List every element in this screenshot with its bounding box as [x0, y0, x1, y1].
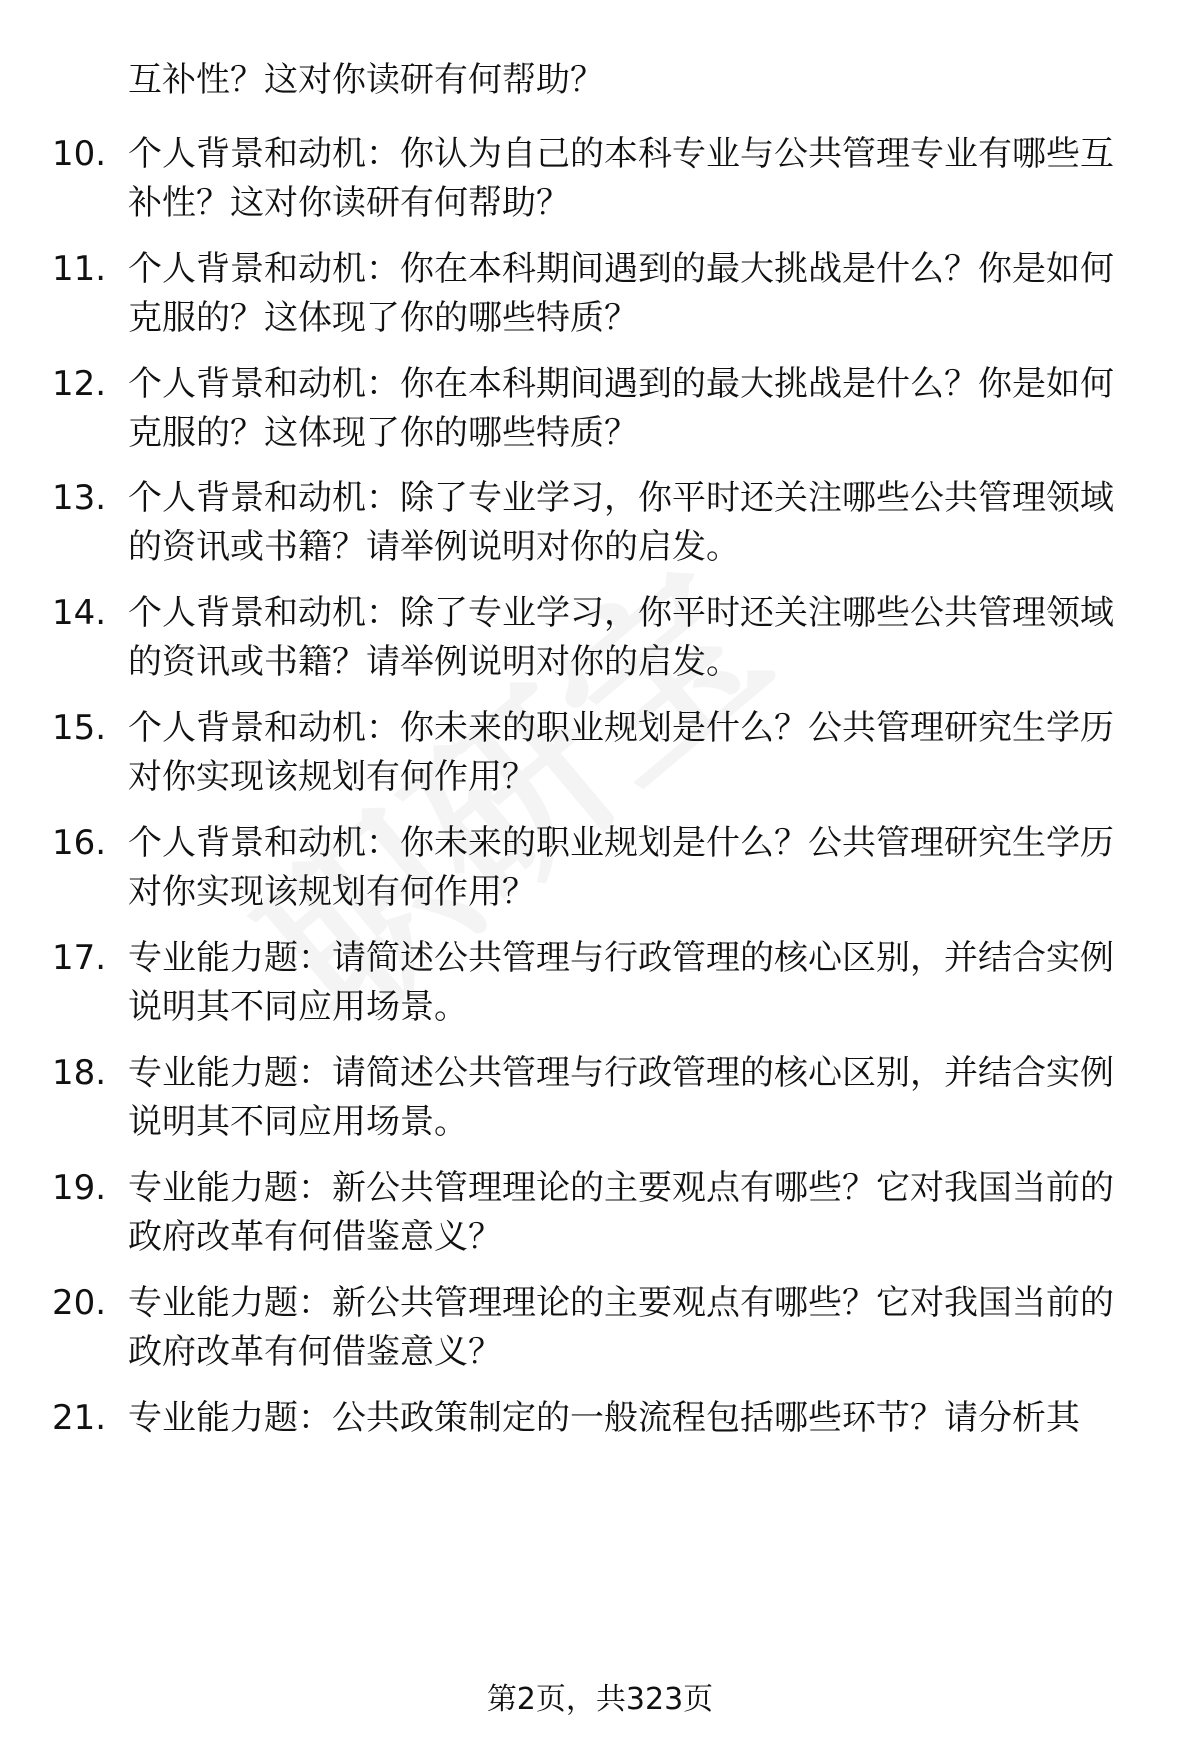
item-number: 10. [52, 134, 107, 174]
item-number: 14. [52, 593, 107, 633]
item-text: 个人背景和动机：你在本科期间遇到的最大挑战是什么？你是如何克服的？这体现了你的哪些特质？ [128, 249, 1114, 338]
list-item [52, 1279, 1152, 1377]
list-item [52, 704, 1152, 802]
item-text: 专业能力题：请简述公共管理与行政管理的核心区别，并结合实例说明其不同应用场景。 [128, 938, 1114, 1027]
item-text: 专业能力题：请简述公共管理与行政管理的核心区别，并结合实例说明其不同应用场景。 [128, 1053, 1114, 1142]
list-item [52, 130, 1152, 228]
item-number: 19. [52, 1168, 107, 1208]
item-text: 个人背景和动机：你在本科期间遇到的最大挑战是什么？你是如何克服的？这体现了你的哪些特质？ [128, 364, 1114, 453]
item-text: 个人背景和动机：你未来的职业规划是什么？公共管理研究生学历对你实现该规划有何作用？ [128, 823, 1114, 912]
page-footer: 第2页，共323页 [486, 1682, 714, 1717]
list-item [52, 474, 1152, 572]
item-number: 15. [52, 708, 107, 748]
list-item [52, 819, 1152, 917]
item-number: 11. [52, 249, 107, 289]
item-number: 20. [52, 1283, 107, 1323]
list-item [52, 589, 1152, 687]
item-text: 个人背景和动机：除了专业学习，你平时还关注哪些公共管理领域的资讯或书籍？请举例说明对你的启发。 [128, 593, 1114, 682]
item-text: 个人背景和动机：除了专业学习，你平时还关注哪些公共管理领域的资讯或书籍？请举例说明对你的启发。 [128, 478, 1114, 567]
item-text: 专业能力题：新公共管理理论的主要观点有哪些？它对我国当前的政府改革有何借鉴意义？ [128, 1283, 1114, 1372]
item-number: 21. [52, 1398, 107, 1438]
item-number: 16. [52, 823, 107, 863]
list-item [52, 1394, 1152, 1443]
item-text: 个人背景和动机：你未来的职业规划是什么？公共管理研究生学历对你实现该规划有何作用？ [128, 708, 1114, 797]
item-number: 18. [52, 1053, 107, 1093]
list-item [52, 934, 1152, 1032]
item-text: 个人背景和动机：你认为自己的本科专业与公共管理专业有哪些互补性？这对你读研有何帮助？ [128, 134, 1114, 223]
list-item [52, 360, 1152, 458]
list-item [52, 245, 1152, 343]
list-item [52, 1164, 1152, 1262]
item-number: 12. [52, 364, 107, 404]
continuation-line: 互补性？这对你读研有何帮助？ [128, 60, 604, 100]
list-item [52, 1049, 1152, 1147]
item-text: 专业能力题：公共政策制定的一般流程包括哪些环节？请分析其 [128, 1398, 1080, 1438]
item-number: 17. [52, 938, 107, 978]
item-number: 13. [52, 478, 107, 518]
item-text: 专业能力题：新公共管理理论的主要观点有哪些？它对我国当前的政府改革有何借鉴意义？ [128, 1168, 1114, 1257]
